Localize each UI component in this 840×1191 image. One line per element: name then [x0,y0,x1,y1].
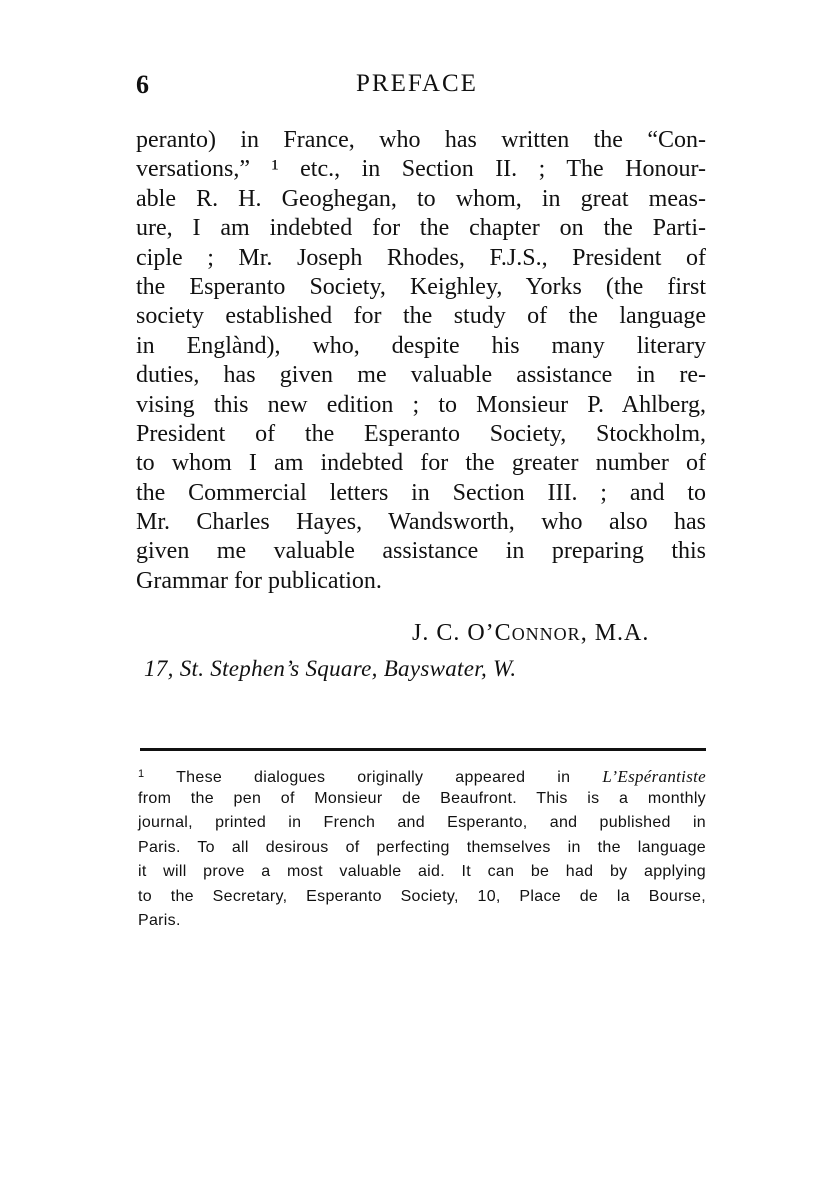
preface-body [136,126,706,596]
body-line: in Englànd), who, despite his many literary [136,332,706,359]
page-number: 6 [136,70,150,99]
body-line: given me valuable assistance in preparing this [136,538,706,565]
footnote-line: to the Secretary, Esperanto Society, 10, Place de la Bourse, [138,887,706,905]
running-head: PREFACE [356,70,478,97]
author-signature [412,620,649,647]
footnote-line [138,762,706,787]
footnote-mark: 1 [138,768,145,780]
signature-suffix: , M.A. [580,620,650,646]
body-line: ure, I am indebted for the chapter on the Parti- [136,215,706,242]
footnote-line: journal, printed in French and Esperanto, and published in [138,814,706,831]
journal-title: L’Espérantiste [602,767,706,786]
body-line: the Commercial letters in Section III. ; and to [136,479,706,506]
body-line: President of the Esperanto Society, Stockholm, [136,420,706,447]
body-line: to whom I am indebted for the greater number of [136,450,706,477]
body-line: versations,” ¹ etc., in Section II. ; The Honour- [136,156,706,183]
author-address: 17, St. Stephen’s Square, Bayswater, W. [144,656,517,681]
body-line: Mr. Charles Hayes, Wandsworth, who also has [136,509,706,536]
body-line: duties, has given me valuable assistance in re- [136,362,706,389]
footnote-line1-text: These dialogues originally appeared in [176,769,571,786]
signature-smallcaps: ONNOR [511,624,581,644]
footnote [138,762,706,934]
body-line: the Esperanto Society, Keighley, Yorks (the first [136,273,706,300]
footnote-line: it will prove a most valuable aid. It can be had by applying [138,863,706,880]
footnote-divider [140,748,706,751]
signature-prefix: J. C. O’C [412,620,512,646]
footnote-line: Paris. [138,912,181,929]
body-line: vising this new edition ; to Monsieur P. Ahlberg, [136,391,706,418]
body-line: Grammar for publication. [136,567,382,594]
body-line: able R. H. Geoghegan, to whom, in great meas- [136,185,706,212]
footnote-line: Paris. To all desirous of perfecting themselves in the language [138,838,706,856]
footnote-line: from the pen of Monsieur de Beaufront. This is a monthly [138,789,706,807]
body-line: society established for the study of the language [136,303,706,330]
page-header [136,70,706,110]
body-line: peranto) in France, who has written the “Con- [136,127,706,153]
body-line: ciple ; Mr. Joseph Rhodes, F.J.S., President of [136,244,706,271]
